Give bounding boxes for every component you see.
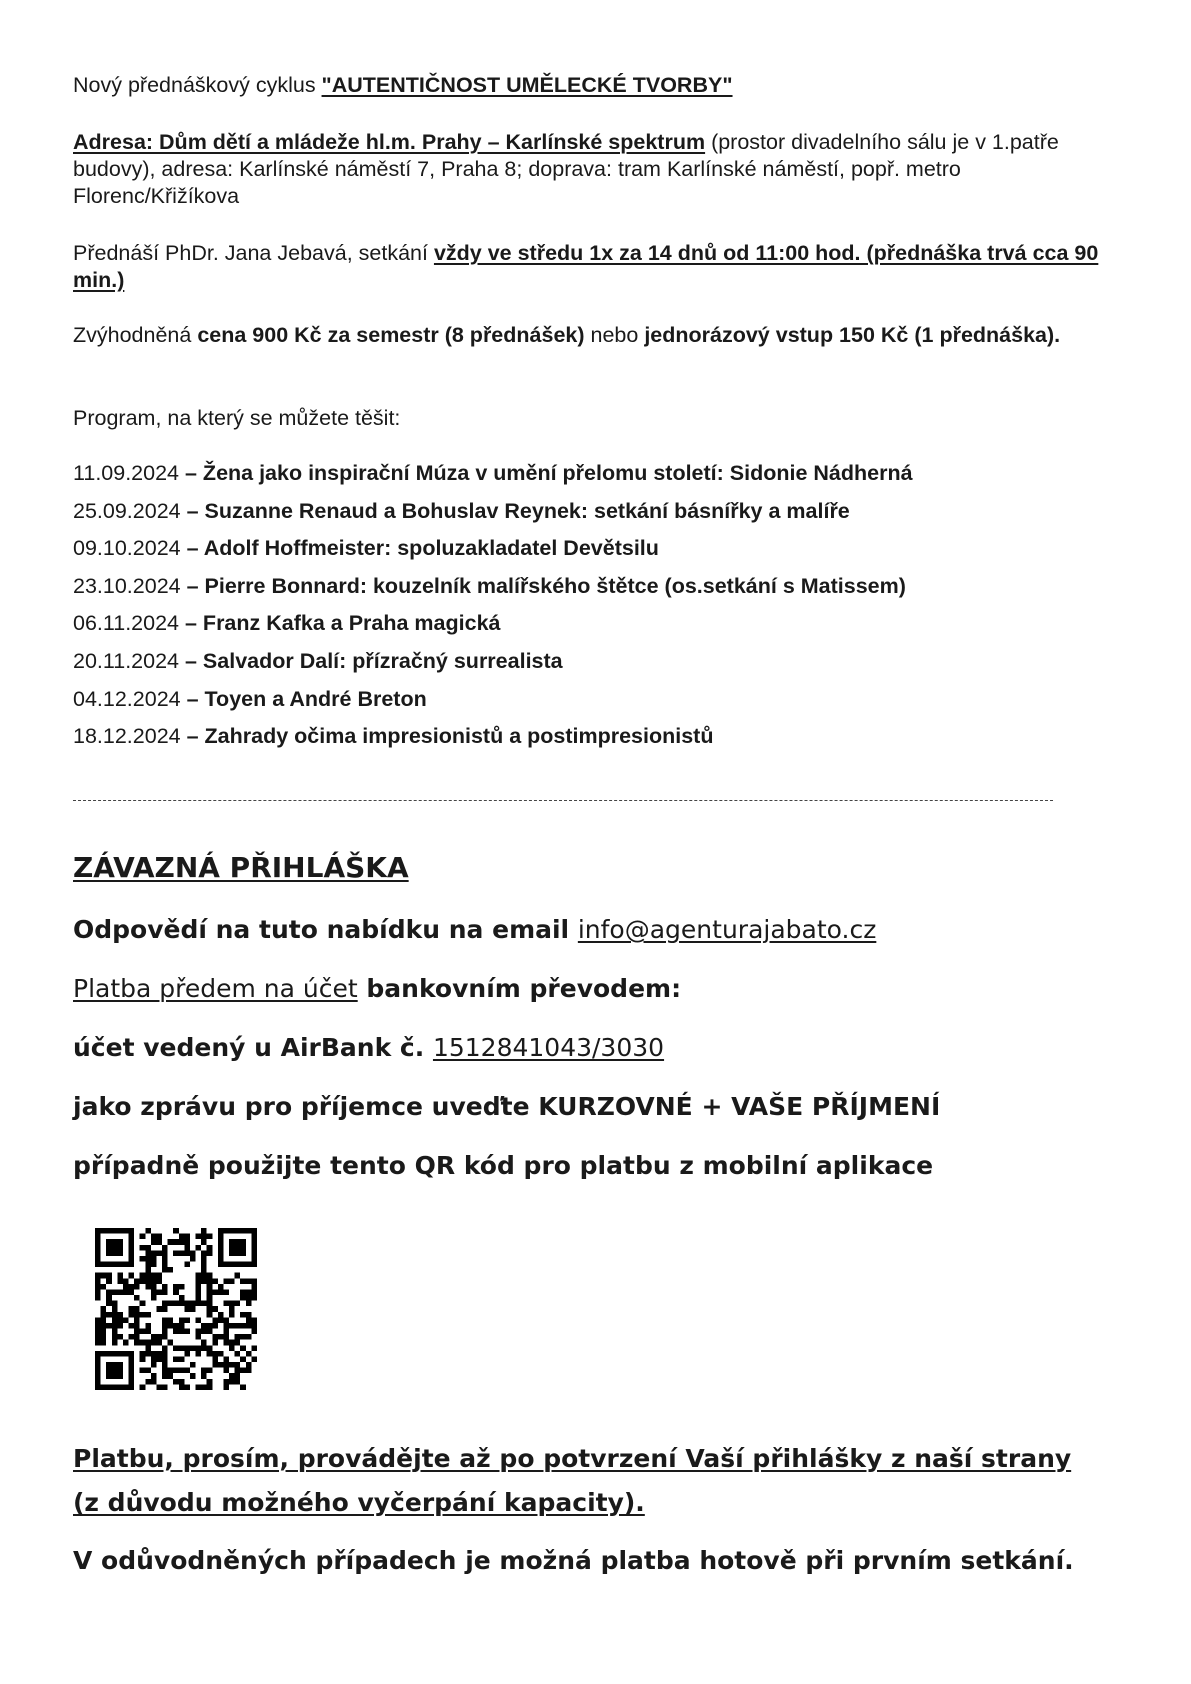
program-intro: Program, na který se můžete těšit: — [73, 406, 401, 430]
payment-label: Platba předem na účet — [73, 974, 358, 1003]
schedule-item — [73, 723, 913, 761]
semester-price: cena 900 Kč za semestr (8 přednášek) — [197, 323, 585, 347]
lecture-title: – Suzanne Renaud a Bohuslav Reynek: setkání básnířky a malíře — [186, 498, 850, 523]
payment-notice-line1: Platbu, prosím, provádějte až po potvrzení Vaší přihlášky z naší strany — [73, 1444, 1072, 1473]
price-text-1: Zvýhodněná — [73, 323, 198, 347]
reply-text: Odpovědí na tuto nabídku na email — [73, 915, 578, 944]
intro-text: Nový přednáškový cyklus — [73, 73, 322, 97]
lecture-title: – Toyen a André Breton — [186, 686, 427, 711]
qr-note: případně použijte tento QR kód pro platbu z mobilní aplikace — [73, 1151, 934, 1180]
lecture-schedule — [73, 460, 913, 761]
lecture-title: – Zahrady očima impresionistů a postimpresionistů — [186, 724, 714, 749]
account-text: účet vedený u AirBank č. — [73, 1033, 433, 1062]
qr-code-icon — [95, 1228, 257, 1390]
address-text: (prostor divadelního sálu je v 1.patře budovy), adresa: Karlínské náměstí 7, Praha 8; doprava: tram Karlínské náměstí, popř. metro Florenc/Křižíkova — [73, 130, 1059, 208]
email-link[interactable]: info@agenturajabato.cz — [577, 915, 877, 944]
lecture-date: 11.09.2024 — [73, 461, 180, 485]
schedule-item — [73, 535, 913, 573]
price-paragraph — [73, 322, 1073, 349]
account-line — [73, 1032, 664, 1064]
lecture-title: – Salvador Dalí: přízračný surrealista — [185, 648, 563, 673]
cycle-title: "AUTENTIČNOST UMĚLECKÉ TVORBY" — [321, 73, 733, 97]
cash-payment-note: V odůvodněných případech je možná platba hotově při prvním setkání. — [73, 1546, 1074, 1575]
payment-line — [73, 973, 681, 1005]
lecture-date: 09.10.2024 — [73, 536, 181, 561]
payment-text: bankovním převodem: — [357, 974, 682, 1003]
lecturer-paragraph — [73, 240, 1123, 294]
account-number: 1512841043/3030 — [432, 1033, 665, 1062]
lecture-date: 23.10.2024 — [73, 573, 181, 598]
payment-message-instruction: jako zprávu pro příjemce uveďte KURZOVNÉ + VAŠE PŘÍJMENÍ — [73, 1092, 941, 1121]
lecture-date: 04.12.2024 — [73, 686, 181, 711]
lecture-title: – Pierre Bonnard: kouzelník malířského štětce (os.setkání s Matissem) — [186, 573, 906, 598]
schedule-item — [73, 498, 913, 536]
schedule-item — [73, 686, 913, 724]
payment-notice-line2: (z důvodu možného vyčerpání kapacity). — [73, 1488, 645, 1517]
schedule-item — [73, 573, 913, 611]
lecture-title: – Franz Kafka a Praha magická — [185, 611, 501, 636]
intro-paragraph — [73, 72, 733, 99]
address-paragraph — [73, 129, 1123, 210]
meeting-schedule: vždy ve středu 1x za 14 dnů od 11:00 hod. (přednáška trvá cca 90 min.) — [73, 241, 1099, 292]
schedule-item — [73, 648, 913, 686]
lecture-date: 06.11.2024 — [73, 611, 180, 636]
lecture-title: – Adolf Hoffmeister: spoluzakladatel Devětsilu — [186, 536, 659, 561]
form-title: ZÁVAZNÁ PŘIHLÁŠKA — [73, 851, 409, 884]
price-text-2: nebo — [584, 323, 645, 347]
payment-notice — [73, 1437, 1071, 1525]
single-entry-price: jednorázový vstup 150 Kč (1 přednáška). — [644, 323, 1061, 347]
address-label: Adresa: Dům dětí a mládeže hl.m. Prahy – Karlínské spektrum — [73, 130, 706, 154]
dashed-divider — [73, 800, 1053, 801]
lecture-date: 25.09.2024 — [73, 498, 181, 523]
reply-line — [73, 914, 876, 946]
lecture-date: 18.12.2024 — [73, 724, 181, 749]
lecturer-text: Přednáší PhDr. Jana Jebavá, setkání — [73, 241, 434, 265]
lecture-title: – Žena jako inspirační Múza v umění přelomu století: Sidonie Nádherná — [185, 461, 913, 485]
schedule-item — [73, 610, 913, 648]
lecture-date: 20.11.2024 — [73, 648, 180, 673]
schedule-item — [73, 460, 913, 498]
